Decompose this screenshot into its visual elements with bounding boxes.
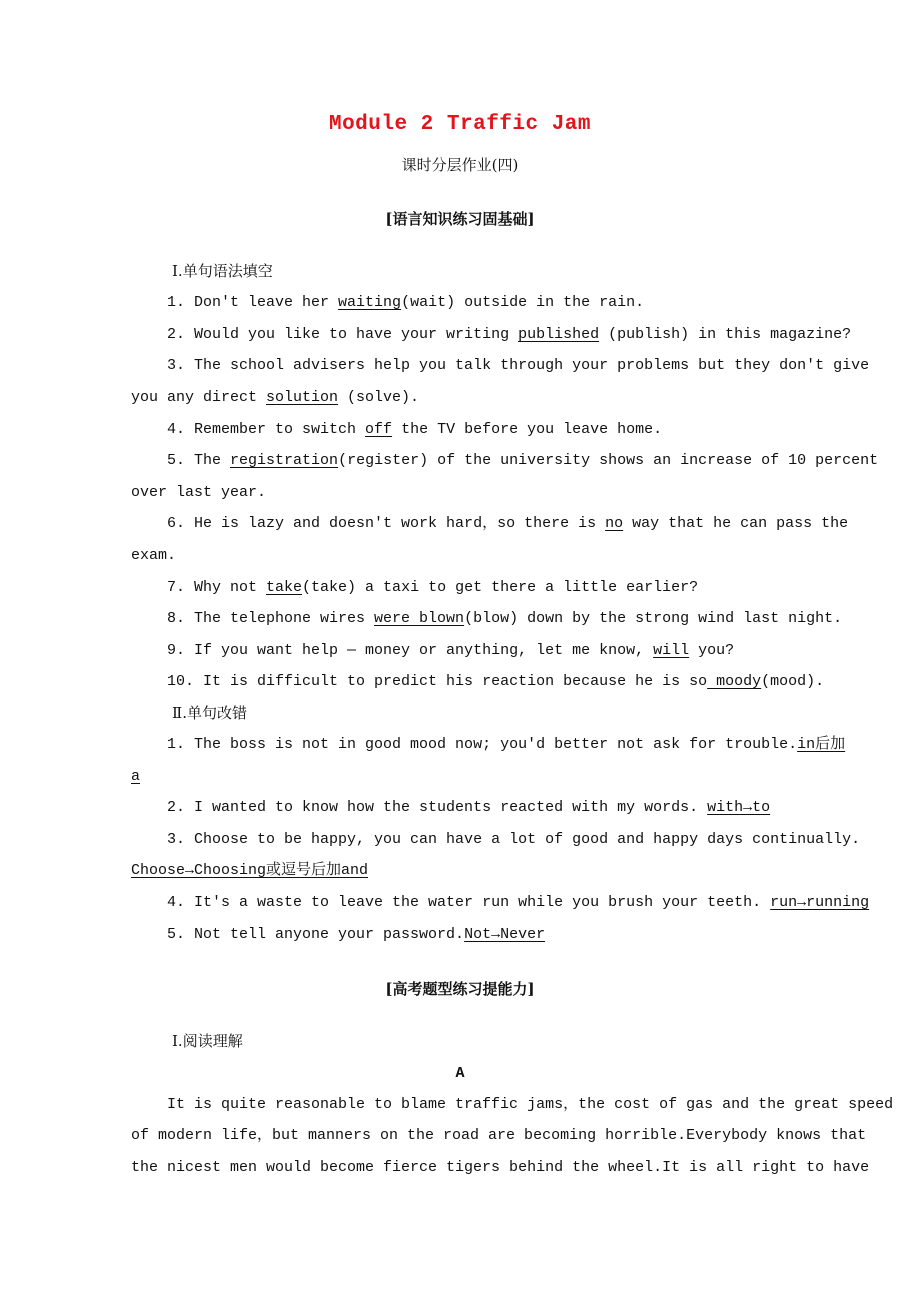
answer: solution [266,389,339,406]
passage-line: It is quite reasonable to blame traffic jams，the cost of gas and the great speed [131,1096,894,1113]
answer: registration [230,452,339,469]
question-line: 8. The telephone wires were blown(blow) down by the strong wind last night. [167,610,843,627]
question-line-continued: over last year. [131,484,267,501]
question-line: 5. The registration(register) of the university shows an increase of 10 percent [167,452,879,469]
passage-label: A [455,1065,465,1082]
question-line: 10. It is difficult to predict his reaction because he is so moody(mood). [167,673,825,690]
answer: off [365,421,393,438]
question-line-continued [131,767,140,787]
answer: moody [707,673,762,690]
section-heading-basics: [语言知识练习固基础] [385,210,535,228]
question-line: 6. He is lazy and doesn′t work hard，so there is no way that he can pass the [167,515,849,532]
question-line: 4. It′s a waste to leave the water run while you brush your teeth. run→running [167,894,870,911]
question-line: 5. Not tell anyone your password.Not→Never [167,926,546,943]
page-title: Module 2 Traffic Jam [328,113,592,136]
question-line: 1. Don′t leave her waiting(wait) outside in the rain. [167,294,645,311]
answer: Not→Never [464,926,546,943]
question-line: 2. I wanted to know how the students reacted with my words. with→to [167,799,771,816]
passage-line: of modern life，but manners on the road are becoming horrible.Everybody knows that [131,1127,867,1144]
answer: no [605,515,624,532]
answer: will [653,642,690,659]
question-line: 1. The boss is not in good mood now; you′d better not ask for trouble.in后加 [167,736,846,753]
question-line: 9. If you want help — money or anything, let me know, will you? [167,642,735,659]
question-line: 3. The school advisers help you talk through your problems but they don′t give [167,357,870,374]
passage-line: the nicest men would become fierce tigers behind the wheel.It is all right to have [131,1159,870,1176]
question-line-continued: you any direct solution (solve). [131,389,420,406]
part-heading-grammar-fill: Ⅰ.单句语法填空 [172,262,273,280]
answer: take [266,579,303,596]
answer: run→running [770,894,870,911]
answer: published [518,326,600,343]
page-subtitle: 课时分层作业(四) [401,156,519,174]
section-heading-exam-practice: [高考题型练习提能力] [385,980,535,998]
question-line-continued: exam. [131,547,177,564]
answer: waiting [338,294,402,311]
question-line: 4. Remember to switch off the TV before you leave home. [167,421,663,438]
question-line: 3. Choose to be happy, you can have a lot of good and happy days continually. [167,831,861,848]
part-heading-reading: Ⅰ.阅读理解 [172,1032,243,1050]
question-line-continued [131,861,368,881]
answer: with→to [707,799,771,816]
part-heading-error-correction: Ⅱ.单句改错 [172,704,247,722]
answer: Choose→Choosing或逗号后加and [131,862,369,879]
answer: a [131,768,141,785]
answer: were blown [374,610,465,627]
question-line: 2. Would you like to have your writing published (publish) in this magazine? [167,326,852,343]
answer: in后加 [797,736,846,753]
question-line: 7. Why not take(take) a taxi to get there a little earlier? [167,579,699,596]
